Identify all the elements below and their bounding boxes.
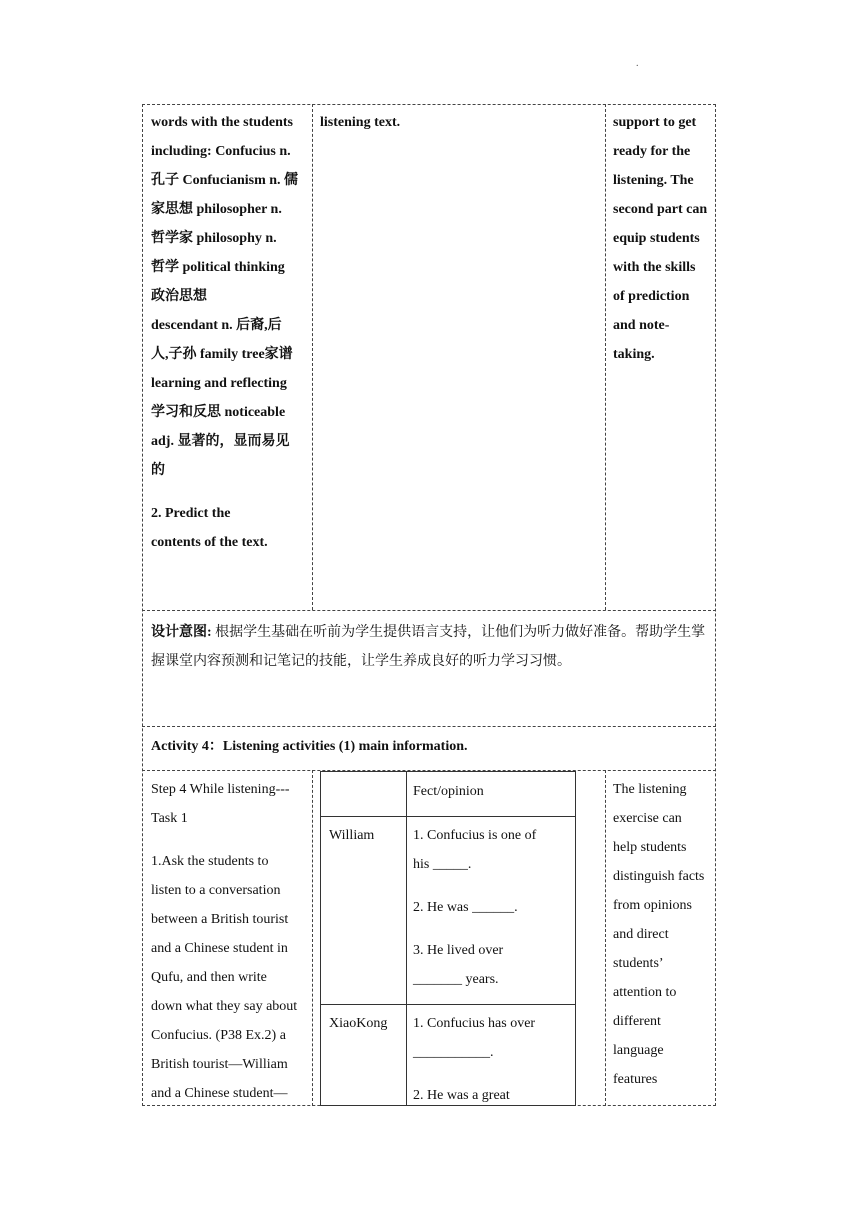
speaker-name: William [329, 828, 375, 843]
step-body-line: and a Chinese student— [151, 1086, 288, 1101]
vocab-line: 孔子 Confucianism n. 儒 [151, 173, 299, 188]
blank-item-line: 3. He lived over [413, 943, 504, 958]
step-body-line: listen to a conversation [151, 883, 281, 898]
blank-item-line: 1. Confucius is one of [413, 828, 537, 843]
predict-line: 2. Predict the [151, 506, 231, 521]
purpose-line: students’ [613, 956, 664, 971]
blank-item-line: his _____. [413, 857, 472, 872]
fact-opinion-table [320, 771, 576, 1106]
row-divider [142, 610, 716, 611]
purpose-line: attention to [613, 985, 677, 1000]
vocab-line: learning and reflecting [151, 376, 287, 391]
purpose-cell [613, 775, 717, 1094]
speaker-items [413, 1009, 573, 1106]
speaker-name: XiaoKong [329, 1016, 388, 1031]
vocab-line: words with the students [151, 115, 293, 130]
purpose-line: features [613, 1072, 658, 1087]
vocab-line: including: Confucius n. [151, 144, 291, 159]
purpose-line: of prediction [613, 289, 690, 304]
activity-cell [320, 108, 600, 137]
design-intent-text: 根据学生基础在听前为学生提供语言支持，让他们为听力做好准备。帮助学生掌握课堂内容预测和记笔记的技能，让学生养成良好的听力学习习惯。 [151, 625, 706, 669]
step-body-line: between a British tourist [151, 912, 289, 927]
purpose-line: The listening [613, 782, 687, 797]
purpose-line: support to get [613, 115, 697, 130]
purpose-line: and note- [613, 318, 670, 333]
purpose-line: help students [613, 840, 687, 855]
step-body-line: down what they say about [151, 999, 298, 1014]
step-body-line: British tourist—William [151, 1057, 288, 1072]
purpose-line: and direct [613, 927, 669, 942]
blank-item-line: 1. Confucius has over [413, 1016, 536, 1031]
activity-title: Activity 4：Listening activities (1) main information. [151, 739, 468, 754]
vocab-line: 哲学 political thinking [151, 260, 285, 275]
blank-item-line: _______ years. [413, 972, 499, 987]
vocab-line: 政治思想 [151, 289, 207, 304]
vocab-line: 的 [151, 463, 165, 478]
step-body-line: 1.Ask the students to [151, 854, 269, 869]
vocab-line: 学习和反思 noticeable [151, 405, 286, 420]
blank-item-line: 2. He was a great [413, 1088, 510, 1103]
column-divider [605, 104, 606, 610]
row-divider [142, 726, 716, 727]
purpose-line: equip students [613, 231, 700, 246]
design-intent-label: 设计意图: [151, 625, 212, 640]
step-body-line: Qufu, and then write [151, 970, 267, 985]
column-divider [312, 104, 313, 610]
vocab-line: adj. 显著的，显而易见 [151, 434, 290, 449]
blank-item-line: 2. He was ______. [413, 900, 518, 915]
step-body-line: Confucius. (P38 Ex.2) a [151, 1028, 286, 1043]
purpose-line: listening. The [613, 173, 694, 188]
inner-column-divider [406, 772, 407, 1105]
purpose-line: taking. [613, 347, 655, 362]
purpose-line: distinguish facts [613, 869, 705, 884]
step-cell [151, 775, 316, 1108]
purpose-cell [613, 108, 717, 369]
purpose-line: exercise can [613, 811, 682, 826]
step-heading-line: Step 4 While listening--- [151, 782, 290, 797]
purpose-line: different [613, 1014, 661, 1029]
purpose-line: second part can [613, 202, 708, 217]
purpose-line: language [613, 1043, 664, 1058]
vocab-cell [151, 108, 311, 557]
predict-line: contents of the text. [151, 535, 268, 550]
vocab-line: 家思想 philosopher n. [151, 202, 282, 217]
purpose-line: ready for the [613, 144, 691, 159]
activity-text: listening text. [320, 115, 401, 130]
purpose-line: from opinions [613, 898, 692, 913]
vocab-line: 哲学家 philosophy n. [151, 231, 277, 246]
step-heading-line: Task 1 [151, 811, 188, 826]
inner-header-label: Fect/opinion [413, 784, 484, 799]
step-body-line: and a Chinese student in [151, 941, 288, 956]
inner-row-divider [321, 816, 575, 817]
vocab-line: descendant n. 后裔,后 [151, 318, 282, 333]
design-intent [151, 618, 711, 676]
purpose-line: with the skills [613, 260, 696, 275]
speaker-items [413, 821, 573, 994]
vocab-line: 人,子孙 family tree家谱 [151, 347, 293, 362]
blank-item-line: ___________. [413, 1045, 494, 1060]
inner-row-divider [321, 1004, 575, 1005]
column-divider [605, 770, 606, 1106]
header-dot: . [636, 58, 639, 69]
